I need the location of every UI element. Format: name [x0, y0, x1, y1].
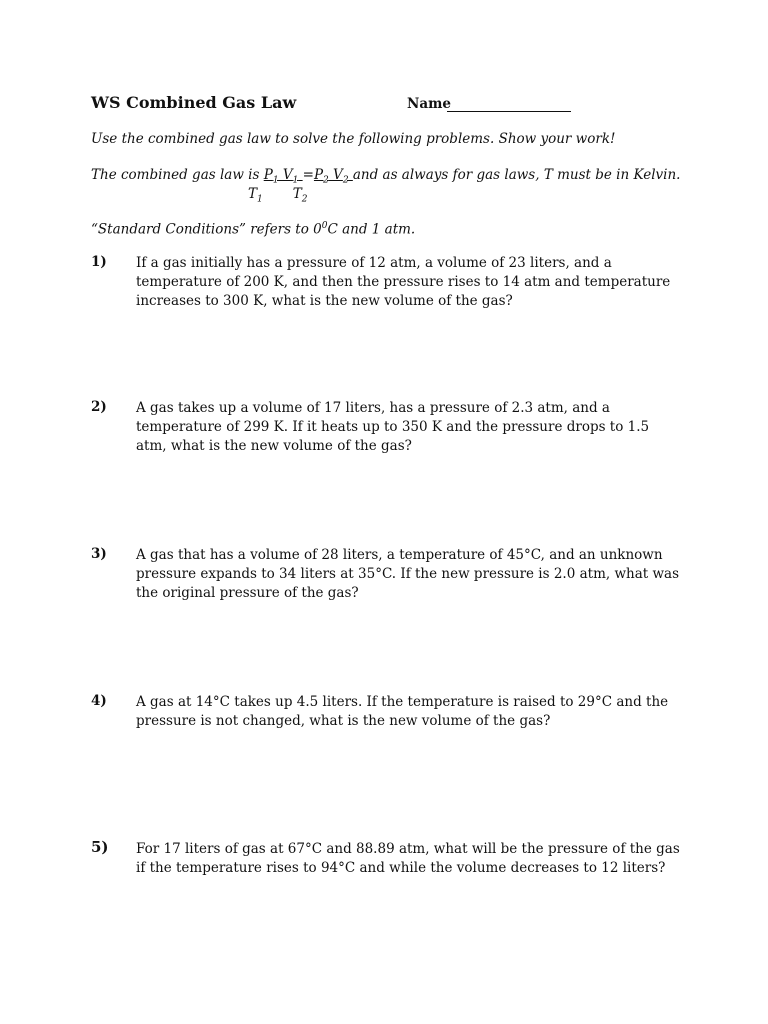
- instructions-text: Use the combined gas law to solve the following problems. Show your work!: [91, 131, 616, 147]
- problem-2-text: A gas takes up a volume of 17 liters, has a pressure of 2.3 atm, and a temperature of 299 K. If it heats up to 350 K and the pressure drops to 1.5 atm, what is the new volume of the gas?: [136, 400, 650, 454]
- problem-5-text: For 17 liters of gas at 67°C and 88.89 atm, what will be the pressure of the gas if the temperature rises to 94°C and while the volume decreases to 12 liters?: [136, 841, 680, 876]
- std-sup: 0: [321, 221, 328, 231]
- worksheet-title: WS Combined Gas Law: [91, 93, 297, 112]
- std-suffix: C and 1 atm.: [327, 221, 416, 238]
- combined-gas-law-line: The combined gas law is $P_1$ $V_1 =P_2$ $V_2$ and as always for gas laws, T must be in Kelvin.: [91, 167, 681, 186]
- problem-2-number: 2): [91, 399, 107, 415]
- name-blank-line: [447, 111, 571, 112]
- problem-4-text: A gas at 14°C takes up 4.5 liters. If the temperature is raised to 29°C and the pressure is not changed, what is the new volume of the gas?: [136, 694, 669, 729]
- name-label: Name: [407, 96, 451, 112]
- problem-1-number: 1): [91, 254, 107, 270]
- std-prefix: “Standard Conditions” refers to 0: [91, 221, 322, 238]
- standard-conditions-text: [91, 221, 415, 238]
- problem-3-number: 3): [91, 546, 107, 562]
- law-numerator: $P_1$ $V_1$: [263, 167, 299, 186]
- law-prefix: The combined gas law is: [91, 167, 264, 183]
- law-suffix: and as always for gas laws, T must be in Kelvin.: [352, 167, 681, 183]
- problem-5-number: 5): [91, 838, 109, 856]
- law-denominator-1: $T_1$: [248, 186, 263, 205]
- problem-4-number: 4): [91, 693, 107, 709]
- problem-3-text: A gas that has a volume of 28 liters, a temperature of 45°C, and an unknown pressure expands to 34 liters at 35°C. If the new pressure is 2.0 atm, what was the original pressure of the gas?: [136, 547, 679, 601]
- law-numerator-2: $P_2$ $V_2$: [313, 167, 349, 186]
- law-denominators: [248, 186, 308, 205]
- law-denominator-2: $T_2$: [292, 186, 308, 205]
- problem-1-text: If a gas initially has a pressure of 12 atm, a volume of 23 liters, and a temperature of 200 K, and then the pressure rises to 14 atm and temperature increases to 300 K, what is the new volume of the gas?: [136, 255, 671, 309]
